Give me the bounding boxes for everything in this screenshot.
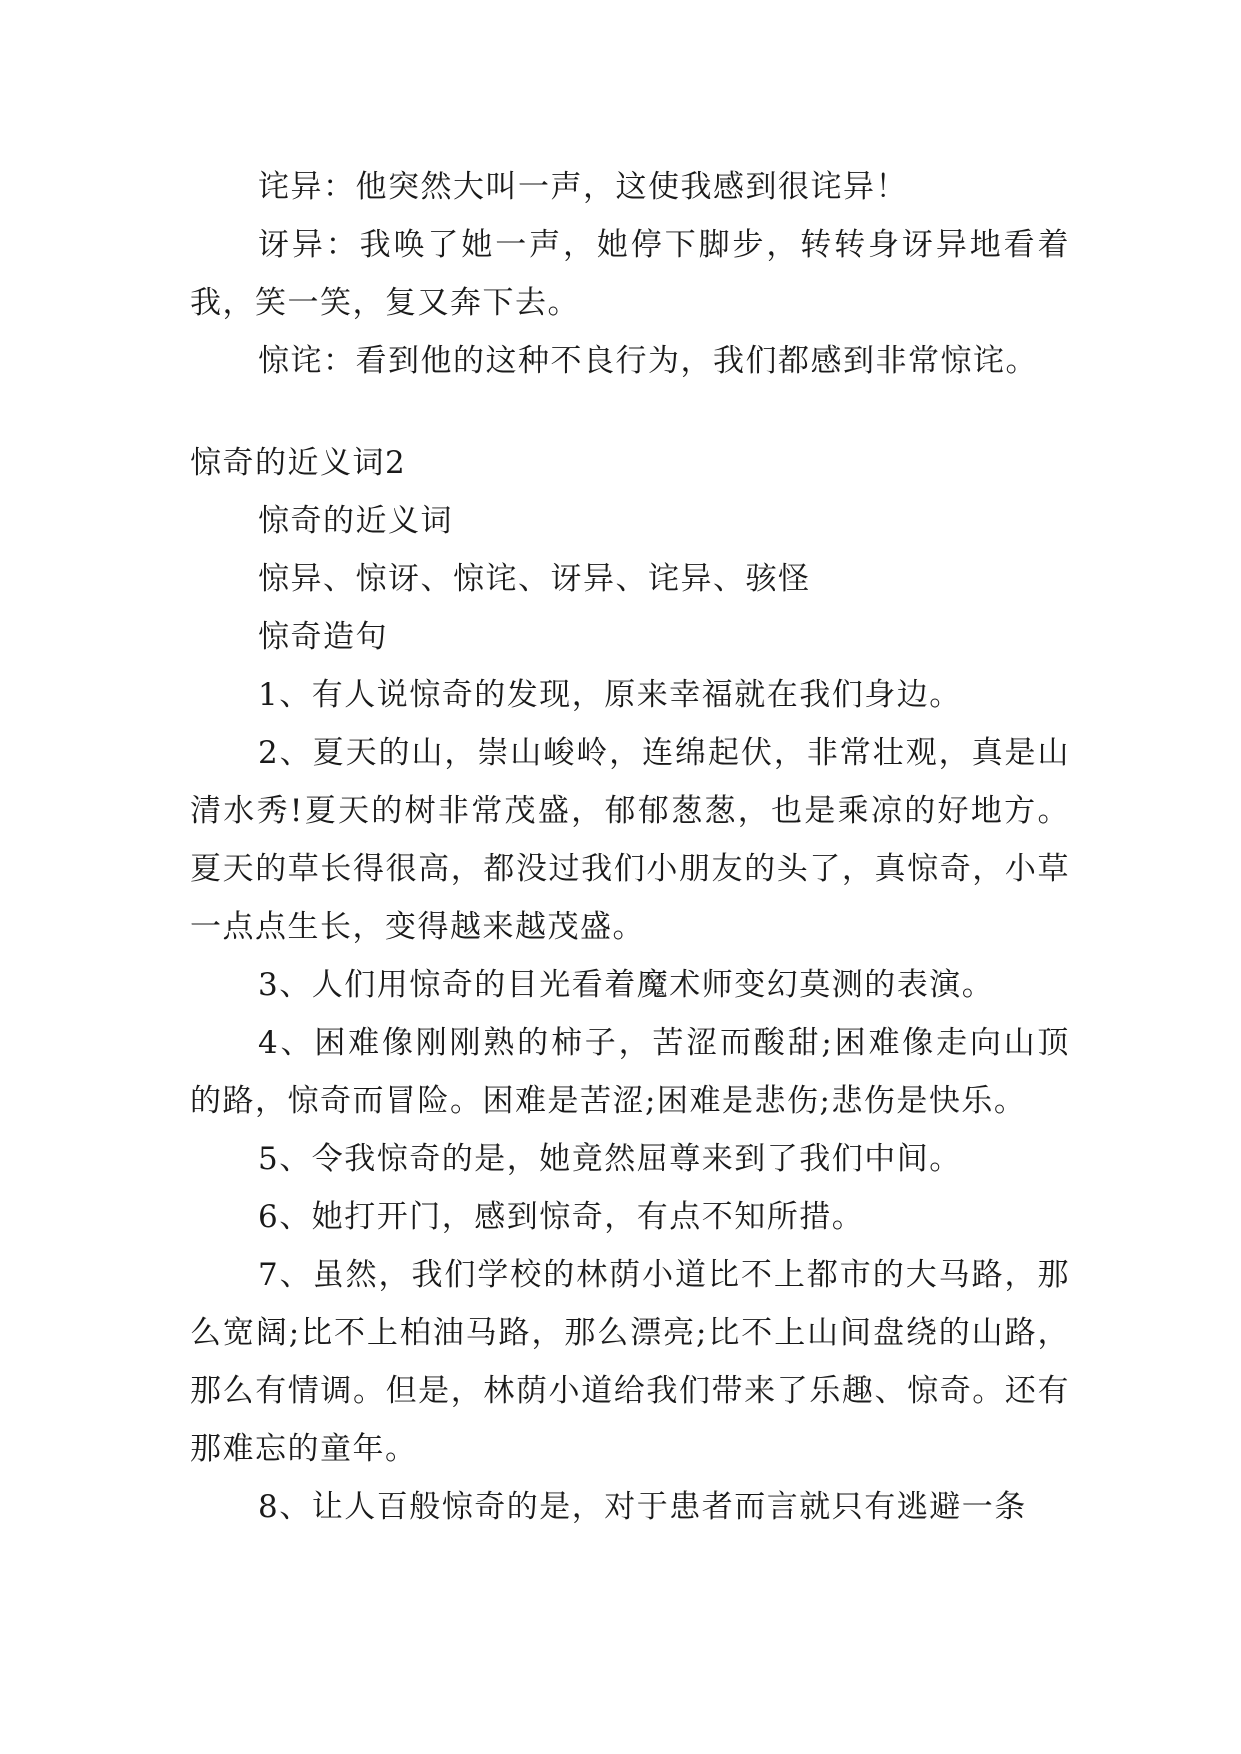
paragraph: 6、她打开门，感到惊奇，有点不知所措。	[258, 1199, 865, 1235]
paragraph: 7、虽然，我们学校的林荫小道比不上都市的大马路，那么宽阔;比不上柏油马路，那么漂亮;比不上山间盘绕的山路，那么有情调。但是，林荫小道给我们带来了乐趣、惊奇。还有那难忘的童年。	[190, 1257, 1070, 1467]
paragraph: 1、有人说惊奇的发现，原来幸福就在我们身边。	[258, 677, 962, 713]
paragraph: 8、让人百般惊奇的是，对于患者而言就只有逃避一条	[258, 1489, 1027, 1525]
paragraph: 2、夏天的山，崇山峻岭，连绵起伏，非常壮观，真是山清水秀!夏天的树非常茂盛，郁郁葱葱，也是乘凉的好地方。夏天的草长得很高，都没过我们小朋友的头了，真惊奇，小草一点点生长，变得越来越茂盛。	[190, 735, 1070, 945]
paragraph: 惊奇的近义词	[258, 503, 453, 539]
paragraph: 4、困难像刚刚熟的柿子，苦涩而酸甜;困难像走向山顶的路，惊奇而冒险。困难是苦涩;困难是悲伤;悲伤是快乐。	[190, 1025, 1070, 1119]
paragraph: 惊奇造句	[258, 619, 388, 655]
paragraph: 3、人们用惊奇的目光看着魔术师变幻莫测的表演。	[258, 967, 995, 1003]
paragraph: 诧异：他突然大叫一声，这使我感到很诧异！	[258, 169, 908, 205]
paragraph: 惊诧：看到他的这种不良行为，我们都感到非常惊诧。	[258, 343, 1038, 379]
paragraph: 5、令我惊奇的是，她竟然屈尊来到了我们中间。	[258, 1141, 962, 1177]
paragraph: 讶异：我唤了她一声，她停下脚步，转转身讶异地看着我，笑一笑，复又奔下去。	[190, 227, 1070, 321]
paragraph: 惊异、惊讶、惊诧、讶异、诧异、骇怪	[258, 561, 811, 597]
document-body	[190, 158, 1070, 1536]
section-heading: 惊奇的近义词2	[190, 445, 407, 481]
